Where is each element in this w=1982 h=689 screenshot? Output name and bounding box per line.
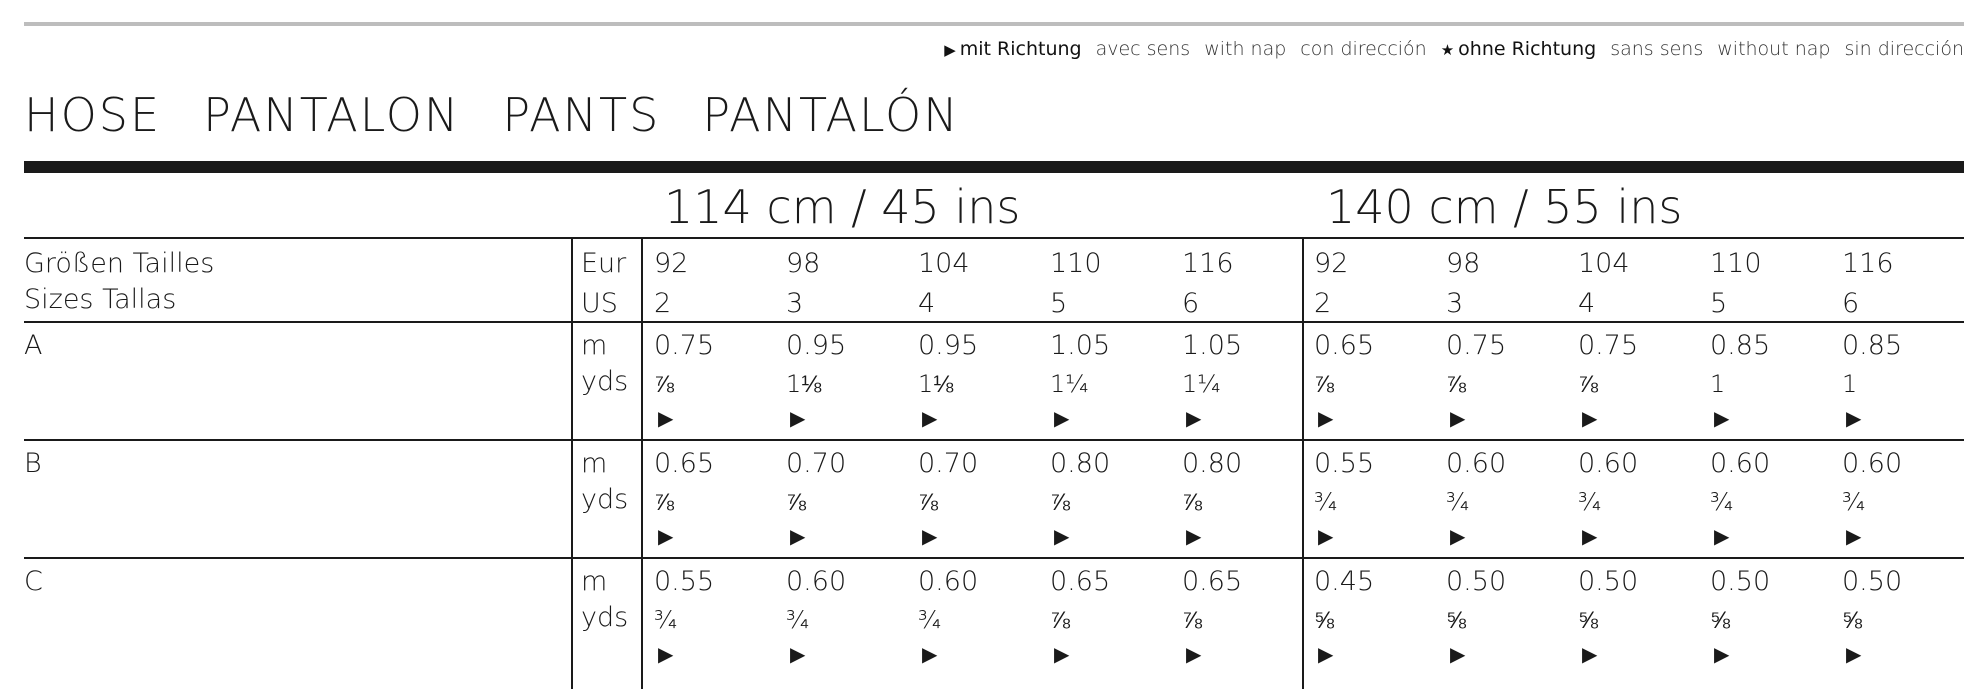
table-rule — [24, 321, 1964, 323]
legend-text: ohne Richtung — [1458, 38, 1597, 60]
yards-value: ⅞ — [1050, 606, 1071, 634]
meters-value: 0.50 — [1842, 566, 1903, 597]
meters-value: 0.70 — [918, 448, 979, 479]
unit-m: m — [581, 448, 608, 479]
size-eur: 98 — [786, 248, 821, 279]
size-us: 4 — [918, 288, 936, 319]
play-arrow-icon: ▶ — [1582, 524, 1598, 548]
yards-value: ⅞ — [654, 370, 675, 398]
legend-item — [1300, 38, 1426, 60]
top-rule — [24, 22, 1964, 26]
play-arrow-icon: ▶ — [1846, 642, 1862, 666]
play-arrow-icon: ▶ — [790, 642, 806, 666]
play-arrow-icon: ▶ — [790, 406, 806, 430]
meters-value: 0.50 — [1710, 566, 1771, 597]
yards-value: ¾ — [654, 606, 678, 634]
play-arrow-icon: ▶ — [1714, 642, 1730, 666]
meters-value: 0.75 — [1578, 330, 1639, 361]
play-arrow-icon: ▶ — [658, 406, 674, 430]
yards-value: 1 — [1842, 370, 1858, 398]
size-us: 3 — [1446, 288, 1464, 319]
unit-us: US — [581, 288, 618, 319]
fabric-width-114: 114 cm / 45 ins — [664, 180, 1021, 234]
meters-value: 0.45 — [1314, 566, 1375, 597]
legend-text: without nap — [1717, 38, 1831, 60]
play-arrow-icon: ▶ — [1054, 406, 1070, 430]
yards-value: ⅝ — [1578, 606, 1599, 634]
yards-value: ⅝ — [1710, 606, 1731, 634]
meters-value: 0.95 — [786, 330, 847, 361]
size-us: 5 — [1050, 288, 1068, 319]
yards-value: ⅝ — [1842, 606, 1863, 634]
meters-value: 0.85 — [1842, 330, 1903, 361]
meters-value: 0.75 — [1446, 330, 1507, 361]
meters-value: 0.50 — [1578, 566, 1639, 597]
meters-value: 0.60 — [1446, 448, 1507, 479]
star-icon: ★ — [1440, 41, 1455, 59]
yards-value: 1 — [1710, 370, 1726, 398]
yards-value: 1¼ — [1050, 370, 1089, 398]
row-label: A — [24, 330, 43, 361]
yards-value: ⅞ — [918, 488, 939, 516]
table-divider — [641, 238, 643, 689]
yards-value: ¾ — [1314, 488, 1338, 516]
play-arrow-icon: ▶ — [922, 642, 938, 666]
legend-item — [1204, 38, 1286, 60]
play-arrow-icon: ▶ — [922, 524, 938, 548]
fabric-width-140: 140 cm / 55 ins — [1326, 180, 1683, 234]
table-divider — [571, 238, 573, 689]
legend-item — [1844, 38, 1964, 60]
size-us: 6 — [1182, 288, 1200, 319]
play-arrow-icon: ▶ — [1582, 642, 1598, 666]
meters-value: 0.60 — [1710, 448, 1771, 479]
size-us: 6 — [1842, 288, 1860, 319]
meters-value: 1.05 — [1182, 330, 1243, 361]
table-rule — [24, 439, 1964, 441]
yards-value: ¾ — [1842, 488, 1866, 516]
meters-value: 1.05 — [1050, 330, 1111, 361]
legend-item — [1610, 38, 1703, 60]
play-arrow-icon: ▶ — [1714, 524, 1730, 548]
play-arrow-icon: ▶ — [1186, 524, 1202, 548]
yards-value: ⅞ — [786, 488, 807, 516]
legend-item — [1096, 38, 1191, 60]
play-arrow-icon: ▶ — [1054, 524, 1070, 548]
meters-value: 0.95 — [918, 330, 979, 361]
yards-value: ⅝ — [1314, 606, 1335, 634]
play-arrow-icon: ▶ — [1318, 642, 1334, 666]
yards-value: ⅞ — [654, 488, 675, 516]
size-eur: 98 — [1446, 248, 1481, 279]
size-us: 3 — [786, 288, 804, 319]
yards-value: ¾ — [1446, 488, 1470, 516]
meters-value: 0.60 — [918, 566, 979, 597]
play-arrow-icon: ▶ — [1582, 406, 1598, 430]
legend-text: mit Richtung — [959, 38, 1082, 60]
legend-text: con dirección — [1300, 38, 1427, 60]
yards-value: 1¼ — [1182, 370, 1221, 398]
play-arrow-icon: ▶ — [1186, 406, 1202, 430]
play-arrow-icon: ▶ — [944, 41, 956, 59]
yards-value: ¾ — [1578, 488, 1602, 516]
table-divider — [1302, 238, 1304, 689]
meters-value: 0.60 — [1842, 448, 1903, 479]
legend-text: sans sens — [1610, 38, 1704, 60]
size-us: 2 — [654, 288, 672, 319]
page-title — [24, 88, 1002, 142]
meters-value: 0.65 — [654, 448, 715, 479]
size-us: 4 — [1578, 288, 1596, 319]
meters-value: 0.60 — [786, 566, 847, 597]
meters-value: 0.70 — [786, 448, 847, 479]
play-arrow-icon: ▶ — [1450, 524, 1466, 548]
legend-item — [944, 38, 1081, 60]
size-eur: 110 — [1710, 248, 1762, 279]
table-rule — [24, 557, 1964, 559]
meters-value: 0.80 — [1050, 448, 1111, 479]
legend-text: sin dirección — [1844, 38, 1964, 60]
legend-item — [1441, 38, 1596, 60]
meters-value: 0.60 — [1578, 448, 1639, 479]
meters-value: 0.50 — [1446, 566, 1507, 597]
play-arrow-icon: ▶ — [1318, 406, 1334, 430]
size-label-line2: Sizes Tallas — [24, 284, 177, 315]
title-word: PANTS — [502, 88, 661, 142]
meters-value: 0.75 — [654, 330, 715, 361]
title-word: PANTALÓN — [702, 88, 960, 142]
title-rule — [24, 161, 1964, 173]
size-us: 5 — [1710, 288, 1728, 319]
yards-value: ⅞ — [1050, 488, 1071, 516]
size-us: 2 — [1314, 288, 1332, 319]
yards-value: ⅞ — [1446, 370, 1467, 398]
yards-value: ⅝ — [1446, 606, 1467, 634]
play-arrow-icon: ▶ — [1846, 524, 1862, 548]
play-arrow-icon: ▶ — [658, 642, 674, 666]
yards-value: ¾ — [918, 606, 942, 634]
unit-eur: Eur — [581, 248, 627, 279]
size-eur: 104 — [1578, 248, 1630, 279]
yards-value: ¾ — [786, 606, 810, 634]
table-rule — [24, 237, 1964, 239]
play-arrow-icon: ▶ — [1846, 406, 1862, 430]
meters-value: 0.65 — [1182, 566, 1243, 597]
legend-item — [1717, 38, 1830, 60]
legend-text: avec sens — [1095, 38, 1191, 60]
play-arrow-icon: ▶ — [1450, 642, 1466, 666]
unit-yds: yds — [581, 366, 629, 397]
meters-value: 0.55 — [654, 566, 715, 597]
nap-legend — [944, 38, 1964, 60]
row-label: C — [24, 566, 43, 597]
play-arrow-icon: ▶ — [658, 524, 674, 548]
yards-value: ⅞ — [1314, 370, 1335, 398]
yards-value: ⅞ — [1182, 606, 1203, 634]
title-word: HOSE — [24, 88, 162, 142]
size-eur: 104 — [918, 248, 970, 279]
yards-value: ⅞ — [1578, 370, 1599, 398]
meters-value: 0.65 — [1314, 330, 1375, 361]
size-label-line1: Größen Tailles — [24, 248, 215, 279]
unit-m: m — [581, 566, 608, 597]
unit-yds: yds — [581, 484, 629, 515]
meters-value: 0.85 — [1710, 330, 1771, 361]
yards-value: 1⅛ — [918, 370, 954, 398]
meters-value: 0.65 — [1050, 566, 1111, 597]
size-eur: 92 — [1314, 248, 1349, 279]
play-arrow-icon: ▶ — [1318, 524, 1334, 548]
size-eur: 110 — [1050, 248, 1102, 279]
unit-m: m — [581, 330, 608, 361]
play-arrow-icon: ▶ — [922, 406, 938, 430]
play-arrow-icon: ▶ — [1186, 642, 1202, 666]
play-arrow-icon: ▶ — [1714, 406, 1730, 430]
size-eur: 116 — [1842, 248, 1894, 279]
play-arrow-icon: ▶ — [1450, 406, 1466, 430]
yards-value: ⅞ — [1182, 488, 1203, 516]
row-label: B — [24, 448, 42, 479]
title-word: PANTALON — [203, 88, 461, 142]
size-eur: 116 — [1182, 248, 1234, 279]
play-arrow-icon: ▶ — [790, 524, 806, 548]
legend-text: with nap — [1204, 38, 1287, 60]
meters-value: 0.80 — [1182, 448, 1243, 479]
yards-value: 1⅛ — [786, 370, 822, 398]
yards-value: ¾ — [1710, 488, 1734, 516]
unit-yds: yds — [581, 602, 629, 633]
size-eur: 92 — [654, 248, 689, 279]
play-arrow-icon: ▶ — [1054, 642, 1070, 666]
meters-value: 0.55 — [1314, 448, 1375, 479]
